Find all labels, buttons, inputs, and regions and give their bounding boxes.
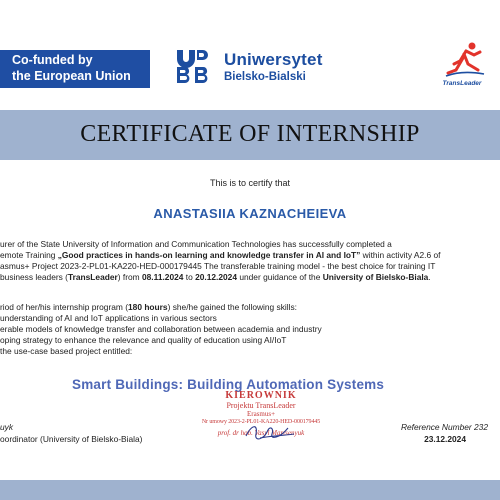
body-text: under guidance of the: [237, 272, 323, 282]
footer-band: [0, 480, 500, 500]
issue-date: 23.12.2024: [424, 434, 466, 444]
end-date: 20.12.2024: [195, 272, 237, 282]
body-line: asmus+ Project 2023-2-PL01-KA220-HED-000179445 The transferable training model - the best choice for training IT: [0, 261, 436, 271]
transleader-label: TransLeader: [442, 80, 482, 87]
body-text: .: [428, 272, 431, 282]
eu-logo-line-1: Co-funded by: [12, 53, 93, 67]
skill-item: erable models of knowledge transfer and collaboration between academia and industry: [0, 324, 322, 334]
transleader-logo: [432, 40, 492, 94]
title-band: [0, 110, 500, 160]
body-line: urer of the State University of Information and Communication Technologies has successfully completed a: [0, 239, 392, 249]
skill-item: oping strategy to enhance the relevance and quality of education using AI/IoT: [0, 335, 287, 345]
handwritten-signature: [240, 420, 300, 444]
stamp-contract: Nr umowy 2023-2-PL01-KA220-HED-000179445: [201, 419, 321, 425]
start-date: 08.11.2024: [141, 272, 184, 282]
training-title: „Good practices in hands-on learning and knowledge transfer in AI and IoT”: [57, 250, 361, 260]
stamp-role: Erasmus+: [246, 410, 276, 418]
eu-cofunded-logo: [0, 50, 150, 88]
body-text: to: [183, 272, 196, 282]
eu-logo-text: [12, 52, 131, 84]
certificate-title: CERTIFICATE OF INTERNSHIP: [80, 121, 420, 147]
stamp-name: prof. dr hab. Vasyl Martsenyuk: [217, 429, 305, 437]
body-text: within activity A2.6 of: [360, 250, 441, 260]
body-line: the use-case based project entitled:: [0, 346, 133, 356]
university-name: Uniwersytet: [224, 50, 323, 69]
body-line: [0, 302, 297, 313]
running-figure-icon: [432, 40, 492, 80]
university-bold: University of Bielsko-Biala: [322, 272, 429, 282]
body-text: emote Training: [0, 250, 58, 260]
body-text: ) she/he gained the following skills:: [167, 302, 298, 312]
university-logo-icon: [175, 48, 211, 84]
body-text: ) from: [117, 272, 142, 282]
body-line: [0, 272, 431, 283]
body-text: riod of her/his internship program (: [0, 302, 129, 312]
university-city: Bielsko-Bialski: [224, 71, 306, 83]
coordinator-role: oordinator (University of Bielsko-Biala): [0, 434, 143, 444]
eu-logo-line-2: the European Union: [12, 69, 131, 83]
certificate-header: [0, 0, 500, 110]
coordinator-name: uyk: [0, 422, 14, 432]
skill-item: understanding of AI and IoT applications in various sectors: [0, 313, 217, 323]
recipient-name: ANASTASIIA KAZNACHEIEVA: [153, 206, 347, 221]
stamp-heading: KIEROWNIK: [225, 390, 297, 401]
stamp-project: Projektu TransLeader: [226, 401, 296, 410]
project-title: Smart Buildings: Building Automation Systems: [72, 377, 385, 392]
transleader-bold: TransLeader: [67, 272, 118, 282]
hours-bold: 180 hours: [128, 302, 168, 312]
body-text: business leaders (: [0, 272, 68, 282]
body-line: [0, 250, 440, 261]
reference-number: Reference Number 232: [400, 422, 488, 432]
certify-line: This is to certify that: [209, 178, 291, 188]
